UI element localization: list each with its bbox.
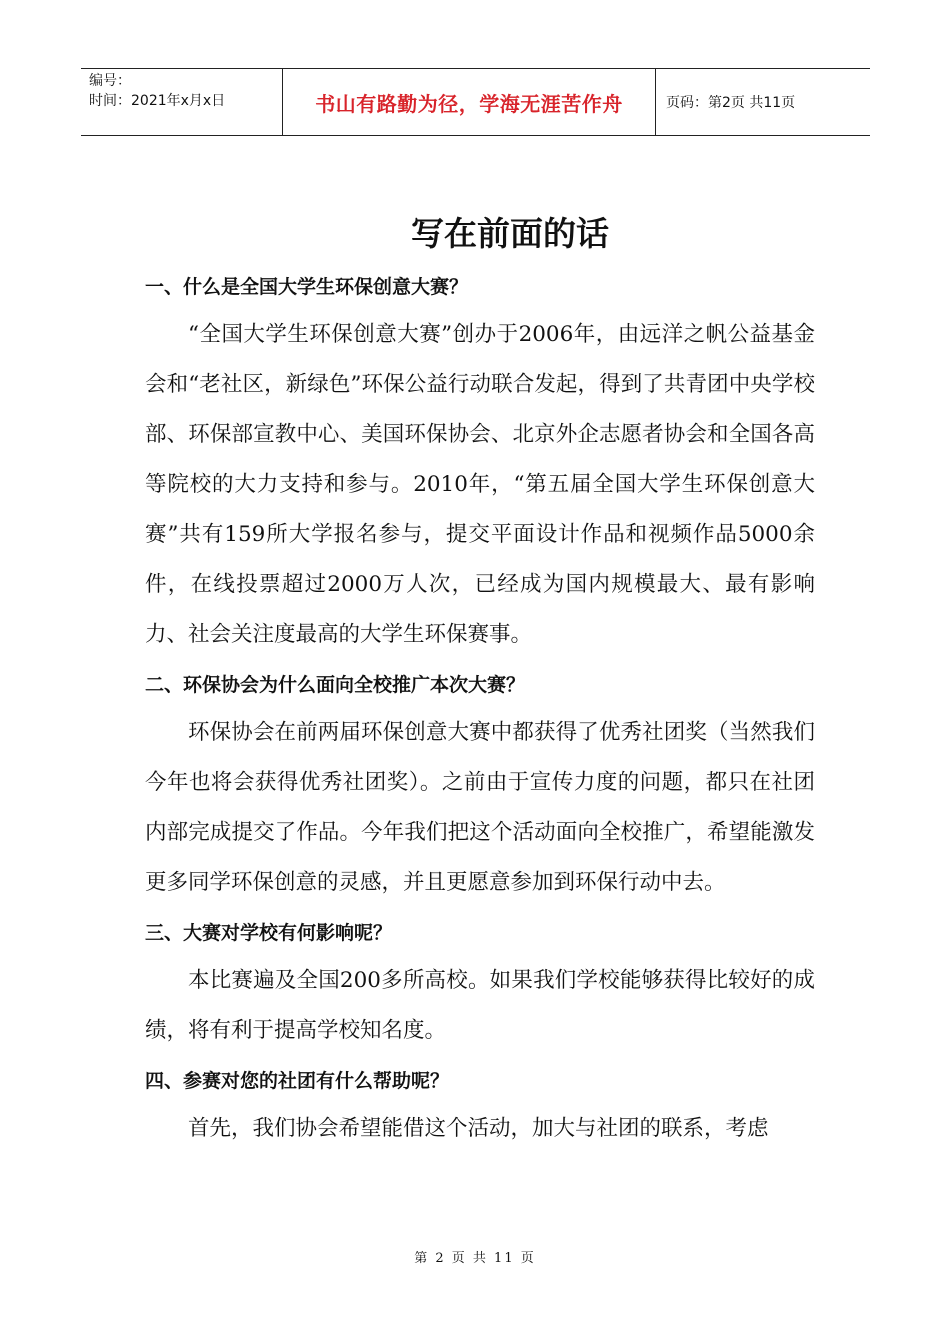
header-table — [81, 68, 870, 136]
header-motto-cell — [282, 69, 656, 135]
page-footer: 第 2 页 共 11 页 — [414, 1251, 536, 1266]
section-2-paragraph: 环保协会在前两届环保创意大赛中都获得了优秀社团奖（当然我们今年也将会获得优秀社团奖）。之前由于宣传力度的问题，都只在社团内部完成提交了作品。今年我们把这个活动面向全校推广，希望能激发更多同学环保创意的灵感，并且更愿意参加到环保行动中去。 — [145, 720, 815, 895]
header-page-cell — [656, 69, 870, 135]
header-page-info: 页码：第2页 共11页 — [666, 95, 796, 111]
section-4-paragraph: 首先，我们协会希望能借这个活动，加大与社团的联系，考虑 — [188, 1116, 769, 1141]
section-1-heading: 一、什么是全国大学生环保创意大赛？ — [145, 276, 469, 298]
document-title: 写在前面的话 — [411, 214, 609, 253]
document-date-label: 时间：2021年x月x日 — [89, 93, 226, 109]
section-2-heading: 二、环保协会为什么面向全校推广本次大赛？ — [145, 674, 526, 696]
document-number-label: 编号： — [89, 73, 131, 89]
section-4-heading: 四、参赛对您的社团有什么帮助呢？ — [145, 1070, 450, 1092]
section-3-heading: 三、大赛对学校有何影响呢？ — [145, 922, 393, 944]
document-body — [145, 264, 815, 1156]
section-1-paragraph: “全国大学生环保创意大赛”创办于2006年，由远洋之帆公益基金会和“老社区，新绿色”环保公益行动联合发起，得到了共青团中央学校部、环保部宣教中心、美国环保协会、北京外企志愿者协会和全国各高等院校的大力支持和参与。2010年，“第五届全国大学生环保创意大赛”共有159所大学报名参与，提交平面设计作品和视频作品5000余件，在线投票超过2000万人次，已经成为国内规模最大、最有影响力、社会关注度最高的大学生环保赛事。 — [145, 322, 815, 647]
motto-text: 书山有路勤为径，学海无涯苦作舟 — [315, 91, 623, 116]
section-3-paragraph: 本比赛遍及全国200多所高校。如果我们学校能够获得比较好的成绩，将有利于提高学校知名度。 — [145, 968, 815, 1043]
header-meta-cell — [81, 69, 282, 135]
